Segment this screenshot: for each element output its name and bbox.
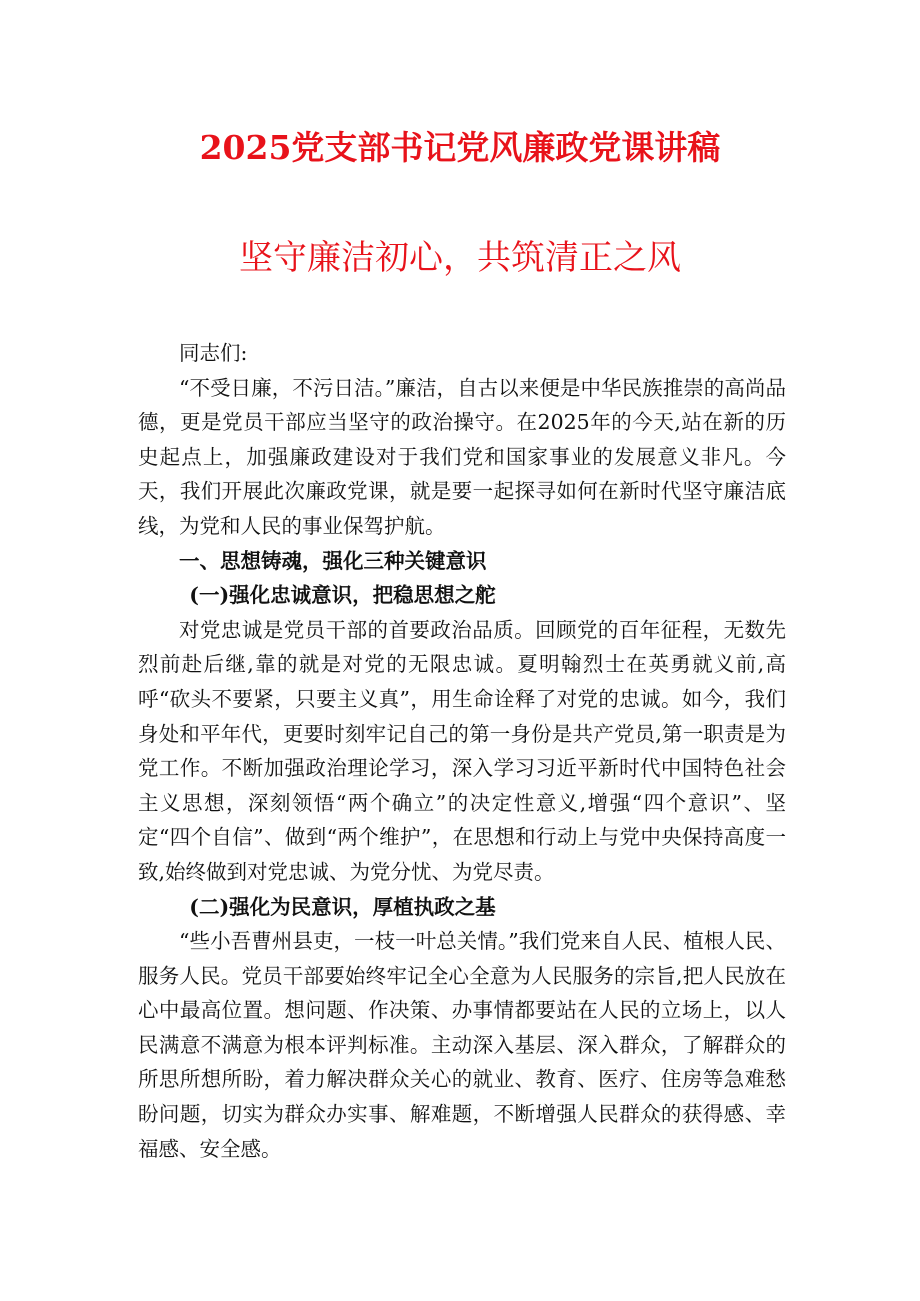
subsection-heading-2: (二)强化为民意识，厚植执政之基 bbox=[189, 894, 496, 919]
document-title: 2025党支部书记党风廉政党课讲稿 bbox=[199, 128, 721, 167]
subsection-2-paragraph: “些小吾曹州县吏，一枝一叶总关情。”我们党来自人民、植根人民、服务人民。党员干部要始终牢记全心全意为人民服务的宗旨,把人民放在心中最高位置。想问题、作决策、办事情都要站在人民的立场上，以人民满意不满意为根本评判标准。主动深入基层、深入群众，了解群众的所思所想所盼，着力解决群众关心的就业、教育、医疗、住房等急难愁盼问题，切实为群众办实事、解难题，不断增强人民群众的获得感、幸福感、安全感。 bbox=[138, 929, 786, 1161]
document-subtitle: 坚守廉洁初心，共筑清正之风 bbox=[239, 238, 681, 278]
subsection-heading-1: (一)强化忠诚意识，把稳思想之舵 bbox=[189, 583, 496, 608]
salutation: 同志们: bbox=[179, 341, 248, 365]
section-heading-1: 一、思想铸魂，强化三种关键意识 bbox=[179, 548, 487, 573]
intro-paragraph: “不受日廉，不污日洁。”廉洁，自古以来便是中华民族推崇的高尚品德，更是党员干部应当坚守的政治操守。在2025年的今天,站在新的历史起点上，加强廉政建设对于我们党和国家事业的发展意义非凡。今天，我们开展此次廉政党课，就是要一起探寻如何在新时代坚守廉洁底线，为党和人民的事业保驾护航。 bbox=[138, 375, 786, 538]
subsection-1-paragraph: 对党忠诚是党员干部的首要政治品质。回顾党的百年征程，无数先烈前赴后继,靠的就是对党的无限忠诚。夏明翰烈士在英勇就义前,高呼“砍头不要紧，只要主义真”，用生命诠释了对党的忠诚。如今，我们身处和平年代，更要时刻牢记自己的第一身份是共产党员,第一职责是为党工作。不断加强政治理论学习，深入学习习近平新时代中国特色社会主义思想，深刻领悟“两个确立”的决定性意义,增强“四个意识”、坚定“四个自信”、做到“两个维护”，在思想和行动上与党中央保持高度一致,始终做到对党忠诚、为党分忧、为党尽责。 bbox=[138, 617, 786, 884]
document-body bbox=[138, 336, 786, 1166]
